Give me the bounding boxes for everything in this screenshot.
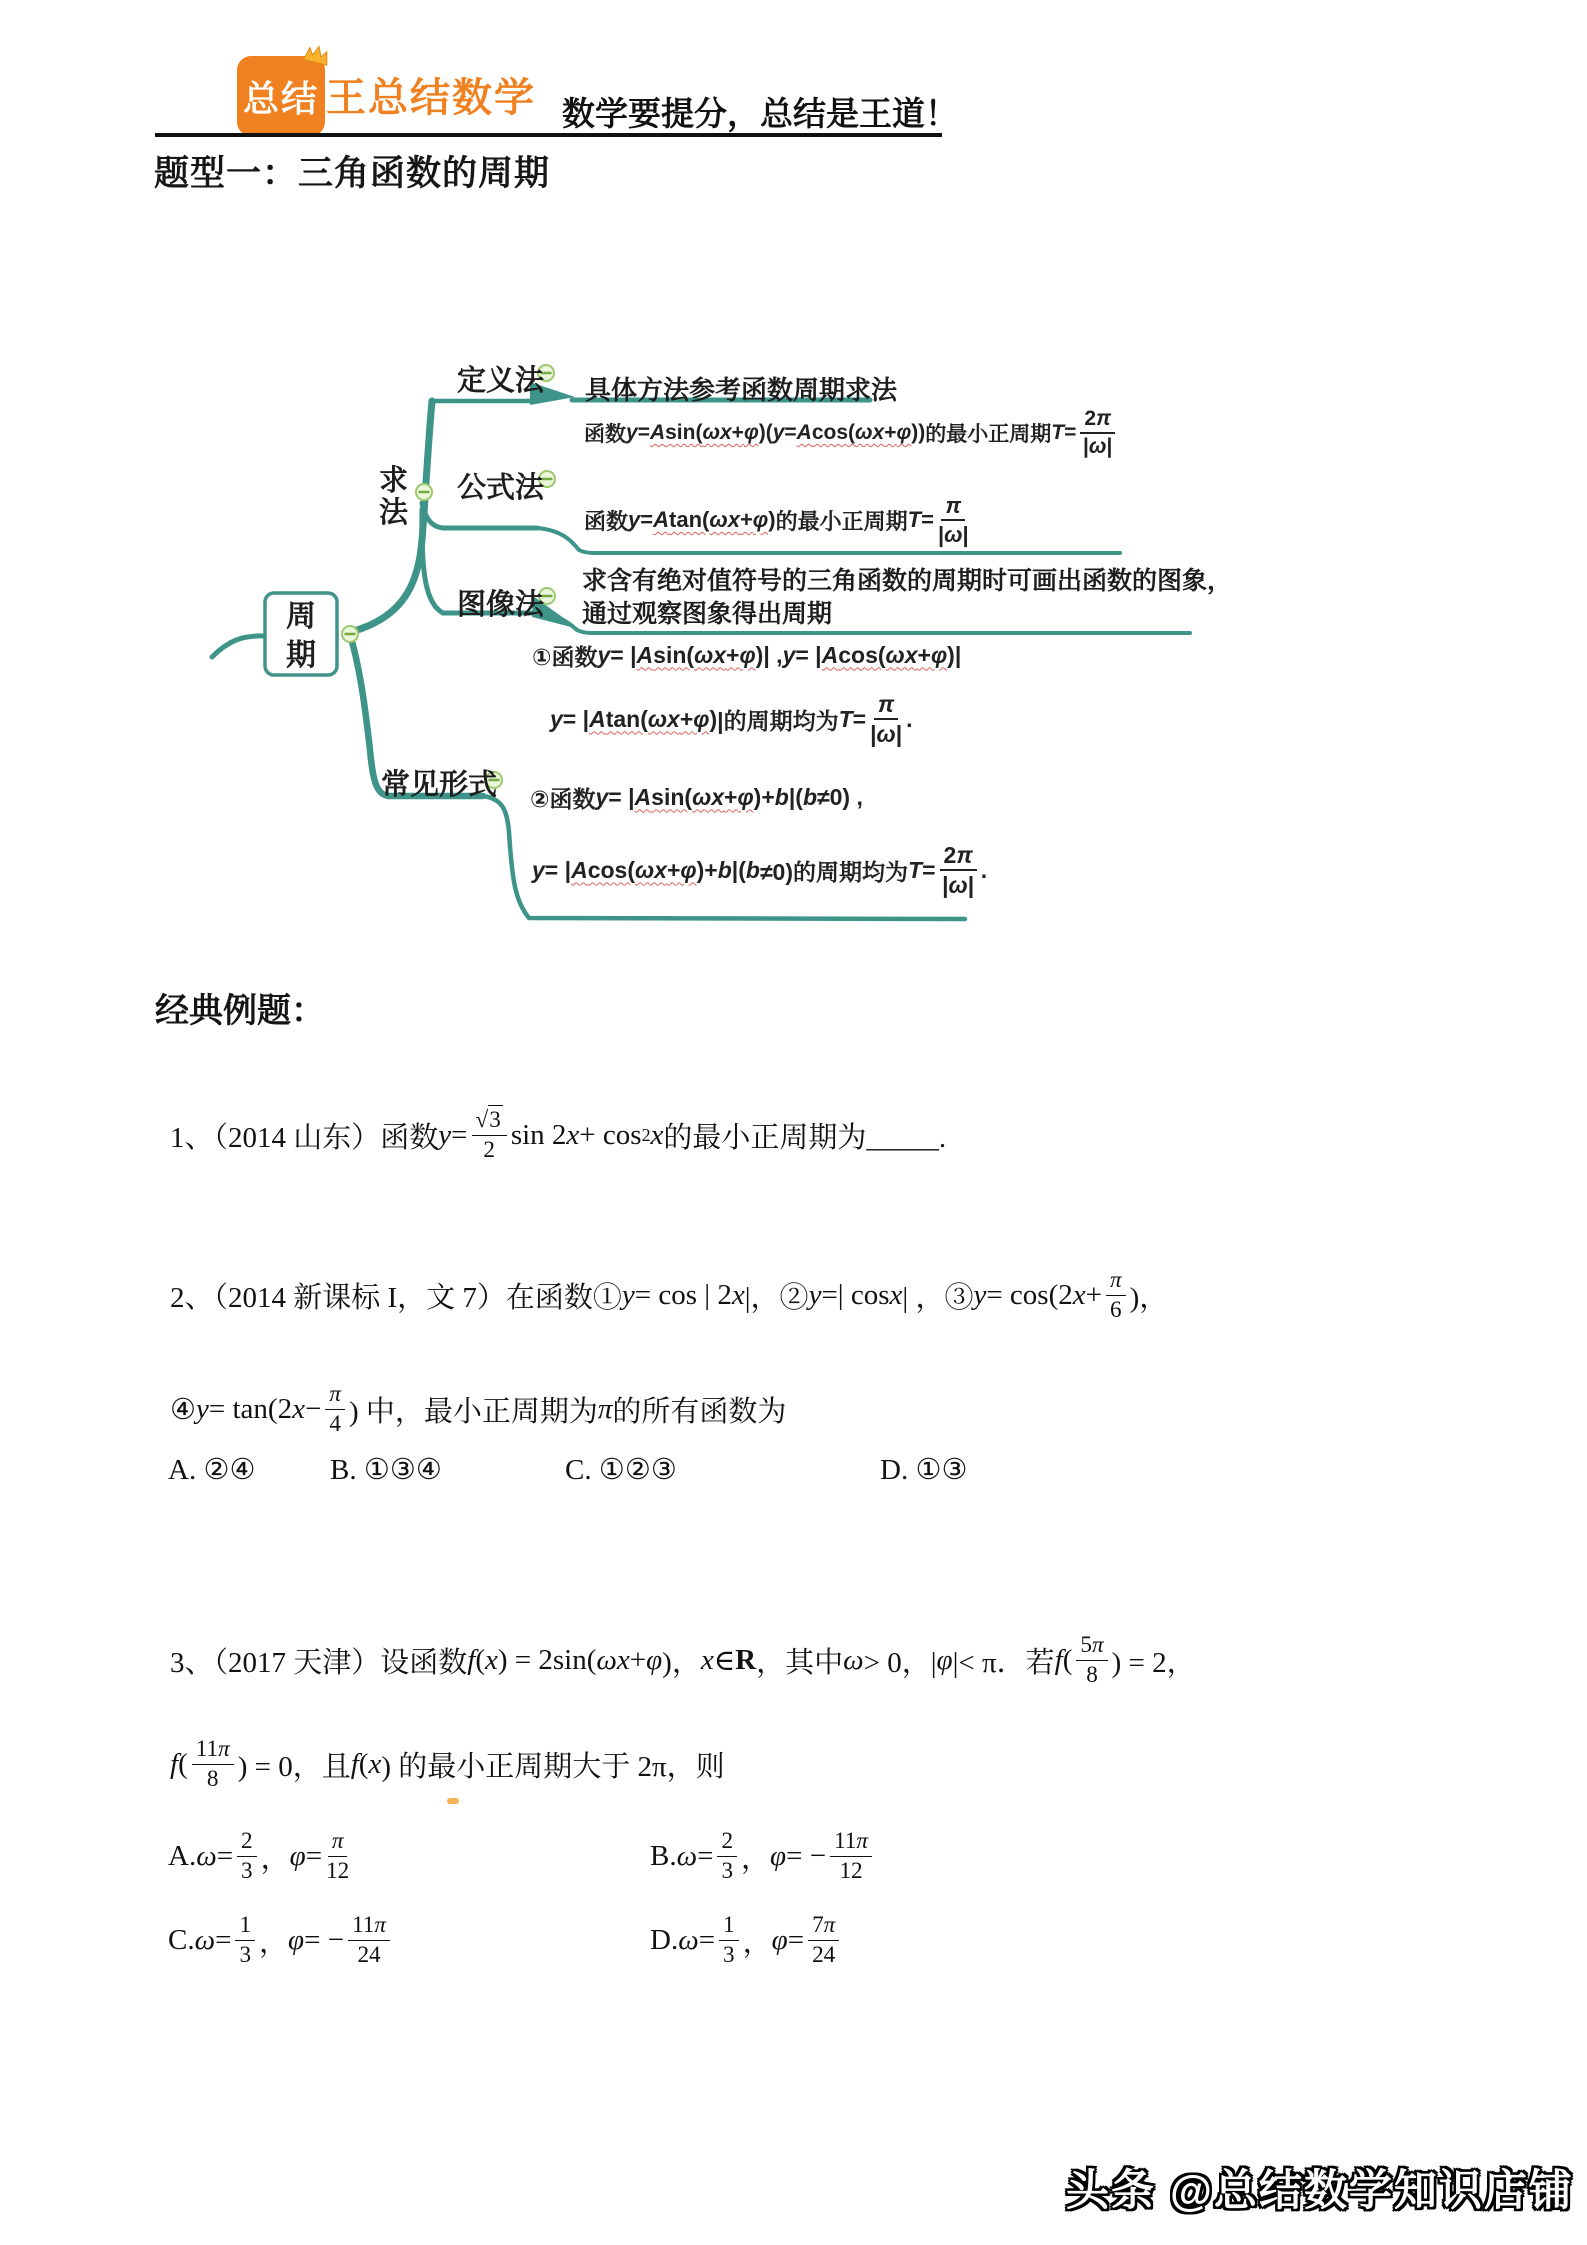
collapse-icon [416, 484, 432, 500]
mindmap-common-form-2b: y = | A cos( ωx + φ ) + b |( b ≠0)的周期均为 T = $\frac{2\pi}{|\omega|}$ . [532, 841, 988, 898]
mindmap-text-juti: 具体方法参考函数周期求法 [585, 375, 898, 405]
branch-gongshifa-underline [422, 503, 537, 528]
mindmap-common-form-1b: y = | A tan( ωx + φ ) |的周期均为 T = $\frac{\pi}{|\omega|}$ . [550, 690, 913, 747]
mindmap-formula-tan: 函数 y = A tan( ωx + φ ) 的最小正周期 T = $\frac{\pi}{|\omega|}$ [584, 492, 969, 547]
brand-logo-badge [237, 56, 325, 136]
mindmap-diagram [170, 245, 1233, 945]
watermark: 头条 @总结数学知识店铺 [1066, 2167, 1574, 2215]
mindmap-node-tuxiangfa: 图像法 [457, 589, 545, 621]
brand-name: 王总结数学 [326, 76, 536, 120]
problem-3-option-a: A. ω = $\frac{2}{3}$ ， φ = $\frac{\pi}{12}$ [168, 1827, 350, 1884]
problem-2-option-b: B. ①③④ [330, 1454, 442, 1486]
branch-root-tail [212, 636, 265, 657]
mindmap-common-form-1: ①函数 y = | A sin( ωx + φ ) | , y = | A cos( ωx + φ ) | [532, 641, 962, 670]
page-title: 题型一：三角函数的周期 [154, 154, 551, 193]
mindmap-node-dingyifa: 定义法 [457, 365, 545, 397]
problem-3-option-b: B. ω = $\frac{2}{3}$ ， φ = − $\frac{11\pi}{12}$ [650, 1812, 876, 1900]
mindmap-text-tuxiang-line1: 求含有绝对值符号的三角函数的周期时可画出函数的图象， [582, 567, 1233, 595]
problem-2-options [168, 1452, 1268, 1496]
problem-2-line-1: 2、（2014 新课标 I，文 7）在函数① y = cos | 2 x |，② y =| cos x | ，③ y = cos(2 x + $\frac{\pi}{6}$ )， [170, 1266, 1169, 1323]
mindmap-text-tuxiang-line2: 通过观察图象得出周期 [582, 600, 833, 628]
problem-3-option-c: C. ω = $\frac{1}{3}$ ， φ = − $\frac{11\pi}{24}$ [168, 1896, 394, 1984]
mindmap-common-form-2: ②函数 y = | A sin( ωx + φ ) + b |( b ≠0) , [530, 783, 863, 812]
brand-tagline: 数学要提分，总结是王道！ [562, 97, 958, 133]
mindmap-node-gongshifa: 公式法 [457, 472, 545, 504]
problem-3-option-d: D. ω = $\frac{1}{3}$ ， φ = $\frac{7\pi}{24}$ [650, 1896, 843, 1984]
logo-badge-text: 总结 [242, 77, 319, 119]
mindmap-text-tuxiang [582, 565, 1232, 631]
crown-icon [302, 42, 332, 68]
mindmap-node-qiufa: 求法 [379, 465, 409, 529]
mindmap-formula-sin-cos: 函数 y = A sin( ωx + φ ) ( y = A cos( ωx + φ )) 的最小正周期 T = $\frac{2\pi}{|\omega|}$ [584, 397, 1119, 469]
mindmap-node-changjian: 常见形式 [381, 769, 498, 801]
problem-1: 1、（2014 山东）函数 y = $\frac{√3}{2}$ sin 2 x + cos 2 x 的最小正周期为_____. [170, 1106, 947, 1163]
problem-2-option-d: D. ①③ [880, 1454, 968, 1486]
problem-3-line-2: f ( $\frac{11\pi}{8}$ ) = 0，且 f ( x ) 的最小正周期大于 2π，则 [170, 1735, 725, 1792]
mindmap-root-node: 周期 [286, 600, 316, 672]
scan-artifact [447, 1798, 459, 1804]
problem-2-option-a: A. ②④ [168, 1454, 256, 1486]
section-heading: 经典例题： [155, 992, 325, 1030]
problem-3-line-1: 3、（2017 天津）设函数 f ( x ) = 2sin( ωx + φ )， x ∈ R ，其中 ω > 0，| φ |< π．若 f ( $\frac{5\pi}{8}$ ) = 2， [170, 1631, 1196, 1688]
collapse-icon [342, 626, 358, 642]
problem-2-option-c: C. ①②③ [565, 1454, 677, 1486]
header-divider [155, 133, 942, 137]
problem-2-line-2: ④ y = tan(2 x − $\frac{\pi}{4}$ ) 中，最小正周期为 π 的所有函数为 [170, 1380, 787, 1437]
